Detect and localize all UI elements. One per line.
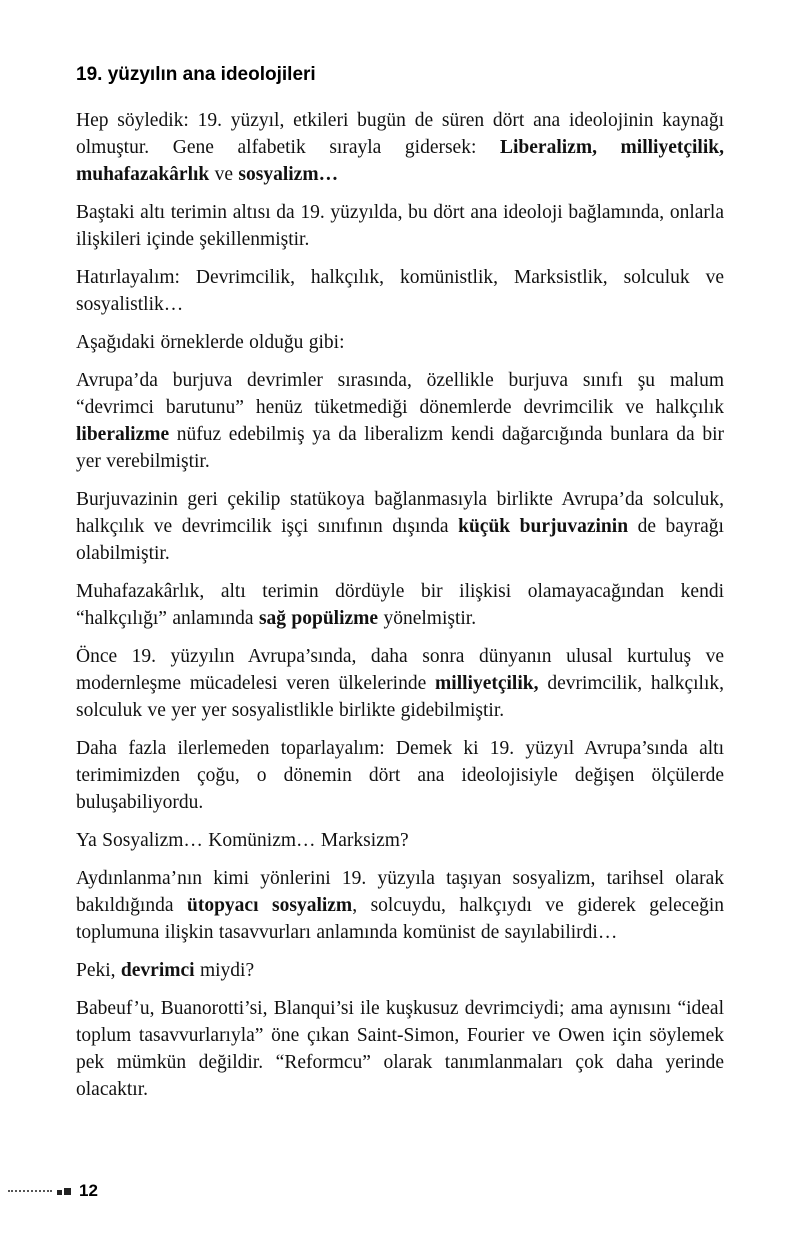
footer-squares-icon — [57, 1188, 71, 1195]
paragraph — [76, 827, 724, 854]
bold-text-run: ütopyacı sosyalizm — [187, 894, 353, 916]
paragraph — [76, 578, 724, 632]
text-run: , solcuydu, halkçıydı ve giderek geleceğin toplumuna ilişkin tasavvurları anlamında komünist de sayılabilirdi… — [76, 894, 725, 943]
page-footer — [8, 1183, 98, 1199]
footer-dotted-line — [8, 1190, 52, 1192]
bold-text-run: liberalizme — [76, 423, 170, 445]
paragraph — [76, 486, 724, 567]
paragraph — [76, 329, 724, 356]
bold-text-run: devrimci — [120, 959, 195, 981]
paragraph — [76, 107, 724, 188]
paragraph — [76, 865, 724, 946]
text-run: Daha fazla ilerlemeden toparlayalım: Demek ki 19. yüzyıl Avrupa’sında altı terimimizden çoğu, o dönemin dört ana ideolojisiyle değişen ölçülerde buluşabiliyordu. — [76, 737, 724, 813]
bold-text-run: milliyetçilik, — [435, 672, 539, 694]
book-page — [76, 64, 724, 1114]
paragraph — [76, 199, 724, 253]
paragraph — [76, 367, 724, 475]
paragraph — [76, 735, 724, 816]
text-run: Babeuf’u, Buanorotti’si, Blanqui’si ile kuşkusuz devrimciydi; ama aynısını “ideal toplum tasavvurlarıyla” öne çıkan Saint-Simon, Fourier ve Owen için söylemek pek mümkün değildir. “Reformcu” olarak tanımlanmaları çok daha yerinde olacaktır. — [76, 997, 724, 1100]
paragraph — [76, 264, 724, 318]
paragraph — [76, 643, 724, 724]
text-run: miydi? — [194, 959, 255, 981]
text-run: Önce 19. yüzyılın Avrupa’sında, daha sonra dünyanın ulusal kurtuluş ve modernleşme mücadelesi veren ülkelerinde — [76, 645, 724, 694]
text-run: Baştaki altı terimin altısı da 19. yüzyılda, bu dört ana ideoloji bağlamında, onlarla ilişkileri içinde şekillenmiştir. — [76, 201, 724, 250]
bold-text-run: küçük burjuvazinin — [458, 515, 629, 537]
text-run: Ya Sosyalizm… Komünizm… Marksizm? — [76, 829, 409, 851]
text-run: Aşağıdaki örneklerde olduğu gibi: — [76, 331, 345, 353]
text-run: Aydınlanma’nın kimi yönlerini 19. yüzyıla taşıyan sosyalizm, tarihsel olarak bakıldığında — [76, 867, 724, 916]
bold-text-run: Liberalizm, milliyetçilik, muhafazakârlık — [76, 136, 724, 185]
text-run: ve — [209, 163, 239, 185]
text-run: de bayrağı olabilmiştir. — [76, 515, 724, 564]
text-run: Burjuvazinin geri çekilip statükoya bağlanmasıyla birlikte Avrupa’da solculuk, halkçılık ve devrimcilik işçi sınıfının dışında — [76, 488, 724, 537]
paragraph — [76, 957, 724, 984]
text-run: Muhafazakârlık, altı terimin dördüyle bir ilişkisi olamayacağından kendi “halkçılığı” anlamında — [76, 580, 724, 629]
text-run: Hatırlayalım: Devrimcilik, halkçılık, komünistlik, Marksistlik, solculuk ve sosyalistlik… — [76, 266, 724, 315]
bold-text-run: sağ popülizme — [258, 607, 379, 629]
bold-text-run: sosyalizm… — [238, 163, 339, 185]
text-run: nüfuz edebilmiş ya da liberalizm kendi dağarcığında bunlara da bir yer verebilmiştir. — [76, 423, 724, 472]
text-run: Hep söyledik: 19. yüzyıl, etkileri bugün de süren dört ana ideolojinin kaynağı olmuştur. Gene alfabetik sırayla gidersek: — [76, 109, 724, 158]
paragraph — [76, 995, 724, 1103]
text-run: yönelmiştir. — [378, 607, 477, 629]
text-run: devrimcilik, halkçılık, solculuk ve yer yer sosyalistlikle birlikte gidebilmiştir. — [76, 672, 725, 721]
page-number: 12 — [79, 1181, 98, 1200]
text-run: Avrupa’da burjuva devrimler sırasında, özellikle burjuva sınıfı şu malum “devrimci barutunu” henüz tüketmediği dönemlerde devrimcilik ve halkçılık — [76, 369, 724, 418]
page-body — [76, 107, 724, 1103]
page-title: 19. yüzyılın ana ideolojileri — [76, 64, 316, 85]
text-run: Peki, — [76, 959, 121, 981]
